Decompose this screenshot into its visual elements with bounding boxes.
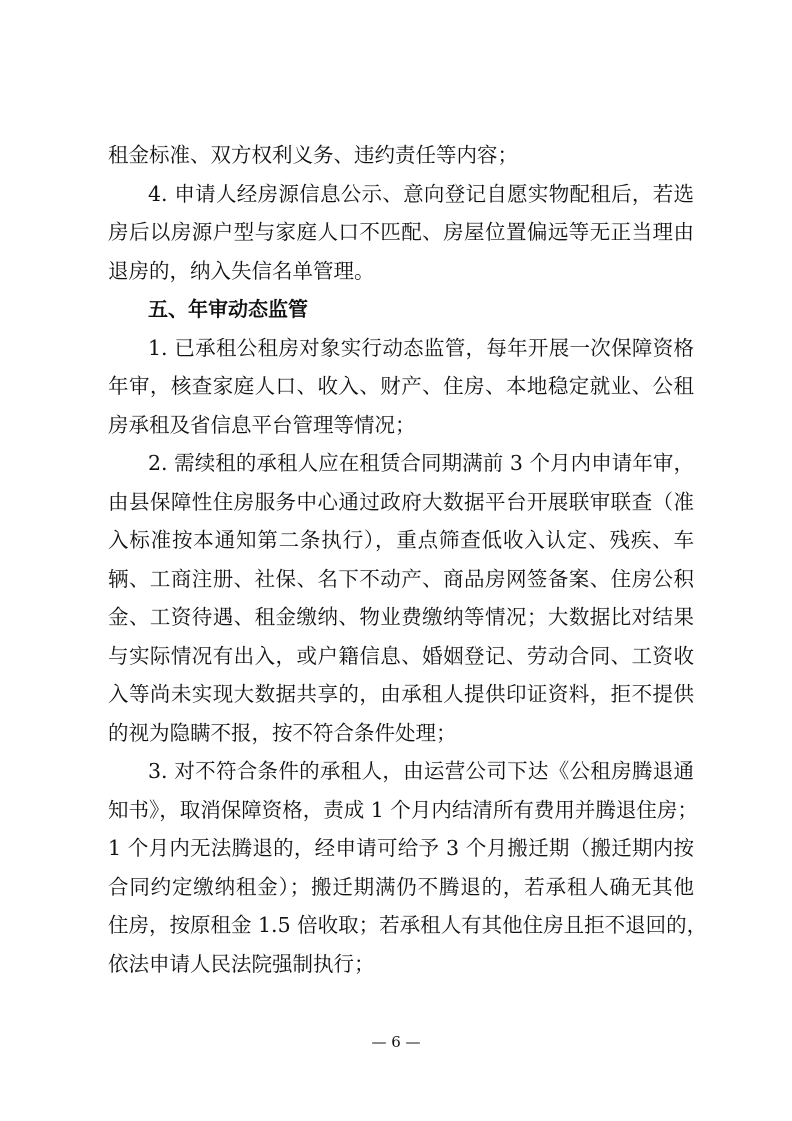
text-line: 入等尚未实现大数据共享的，由承租人提供印证资料，拒不提供 <box>108 682 694 706</box>
text-line: 的视为隐瞒不报，按不符合条件处理； <box>108 720 457 745</box>
text-line: 房承租及省信息平台管理等情况； <box>108 412 416 437</box>
section-heading: 五、年审动态监管 <box>148 297 308 321</box>
document-body <box>108 136 708 983</box>
paragraph-1 <box>108 329 694 445</box>
text-line: 与实际情况有出入，或户籍信息、婚姻登记、劳动合同、工资收 <box>108 643 694 668</box>
text-line: 辆、工商注册、社保、名下不动产、商品房网签备案、住房公积 <box>108 566 694 591</box>
text-line: 住房，按原租金 1.5 倍收取；若承租人有其他住房且拒不退回的， <box>108 913 708 937</box>
text-line: 2. 需续租的承租人应在租赁合同期满前 3 个月内申请年审， <box>148 451 694 475</box>
text-line: 依法申请人民法院强制执行； <box>108 951 375 976</box>
text-line: 入标准按本通知第二条执行），重点筛查低收入认定、残疾、车 <box>108 528 694 552</box>
paragraph-3 <box>108 752 708 983</box>
text-line: 由县保障性住房服务中心通过政府大数据平台开展联审联查（准 <box>108 489 694 514</box>
text-line: 金、工资待遇、租金缴纳、物业费缴纳等情况；大数据比对结果 <box>108 605 694 629</box>
text-line: 房后以房源户型与家庭人口不匹配、房屋位置偏远等无正当理由 <box>108 220 694 244</box>
text-line: 租金标准、双方权利义务、违约责任等内容； <box>108 143 518 167</box>
text-line: 4. 申请人经房源信息公示、意向登记自愿实物配租后，若选 <box>148 181 694 206</box>
text-line: 1. 已承租公租房对象实行动态监管，每年开展一次保障资格 <box>148 335 694 360</box>
text-line: 退房的，纳入失信名单管理。 <box>108 258 375 283</box>
text-line: 知书》，取消保障资格，责成 1 个月内结清所有费用并腾退住房； <box>108 797 698 822</box>
text-line: 1 个月内无法腾退的，经申请可给予 3 个月搬迁期（搬迁期内按 <box>108 836 694 860</box>
text-line: 3. 对不符合条件的承租人，由运营公司下达《公租房腾退通 <box>148 759 694 783</box>
text-line: 合同约定缴纳租金）；搬迁期满仍不腾退的，若承租人确无其他 <box>108 874 694 899</box>
page-number: — 6 — <box>371 1033 421 1051</box>
text-line: 年审，核查家庭人口、收入、财产、住房、本地稳定就业、公租 <box>108 374 694 398</box>
paragraph-2 <box>108 444 694 752</box>
